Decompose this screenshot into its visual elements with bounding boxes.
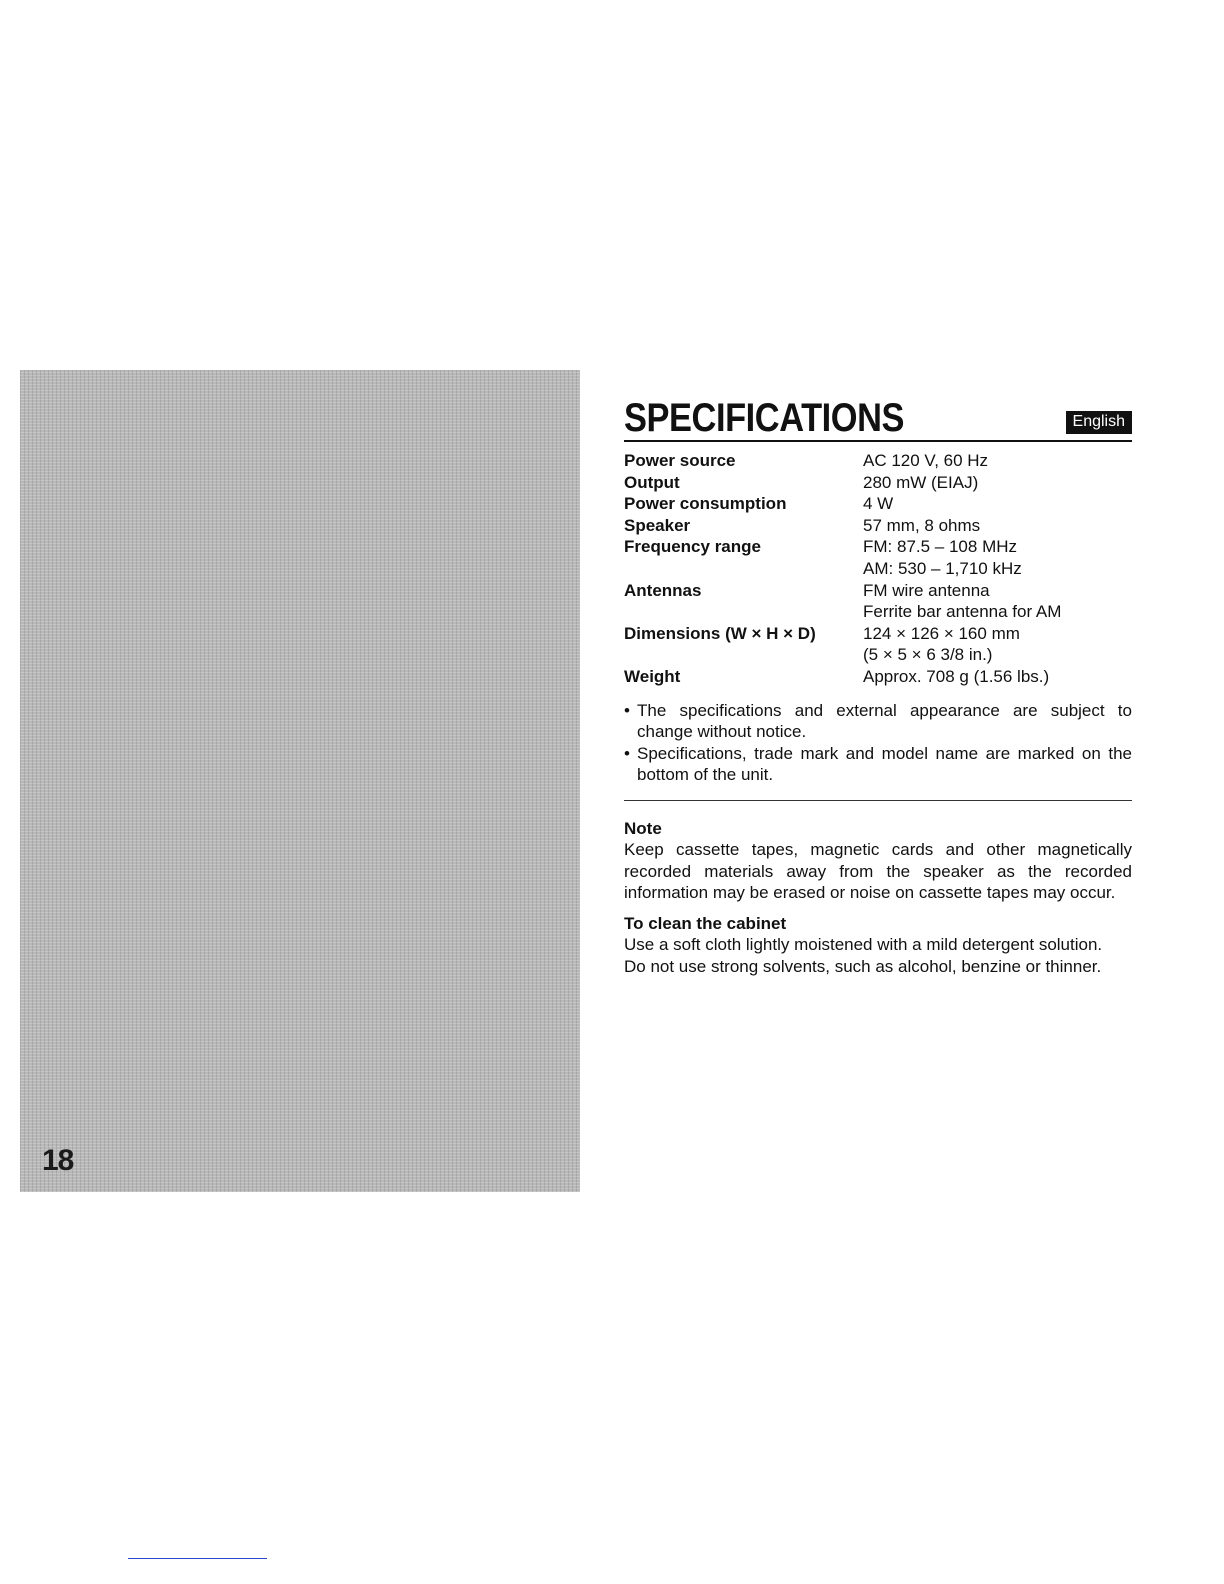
spec-row-speaker	[624, 515, 1132, 537]
spec-value: Ferrite bar antenna for AM	[863, 602, 1062, 622]
page-number: 18	[42, 1144, 74, 1177]
spec-value: FM wire antenna	[863, 580, 990, 600]
spec-row-frequency-range	[624, 536, 1132, 579]
spec-value-list	[863, 472, 1132, 494]
spec-value: 4 W	[863, 494, 894, 514]
list-item: • The specifications and external appearance are subject to change without notice.	[624, 700, 1132, 743]
spec-row-output	[624, 472, 1132, 494]
spec-value-list	[863, 450, 1132, 472]
spec-label: Power consumption	[624, 494, 787, 514]
list-item: • Specifications, trade mark and model name are marked on the bottom of the unit.	[624, 743, 1132, 786]
spec-table	[624, 450, 1132, 688]
spec-row-power-consumption	[624, 493, 1132, 515]
spec-value-list	[863, 536, 1132, 579]
spec-value-list	[863, 580, 1132, 623]
title-row	[624, 392, 1132, 442]
spec-label: Weight	[624, 666, 681, 686]
cleaning-text: Do not use strong solvents, such as alcohol, benzine or thinner.	[624, 956, 1102, 976]
note-heading: Note	[624, 818, 662, 838]
spec-label: Frequency range	[624, 537, 761, 557]
spec-value: (5 × 5 × 6 3/8 in.)	[863, 645, 993, 665]
spec-label: Speaker	[624, 515, 691, 535]
section-divider	[624, 800, 1132, 801]
spec-value: 57 mm, 8 ohms	[863, 515, 981, 535]
spec-value-list	[863, 515, 1132, 537]
bottom-rule	[128, 1558, 267, 1559]
cleaning-text: Use a soft cloth lightly moistened with a mild detergent solution.	[624, 935, 1103, 955]
spec-value: AC 120 V, 60 Hz	[863, 451, 989, 470]
specifications-section	[624, 392, 1132, 978]
spec-label: Output	[624, 472, 680, 492]
spec-value-list	[863, 623, 1132, 666]
spec-value: Approx. 708 g (1.56 lbs.)	[863, 666, 1050, 686]
spec-label: Dimensions (W × H × D)	[624, 623, 816, 643]
spec-notes-list	[624, 700, 1132, 786]
spec-value: 280 mW (EIAJ)	[863, 472, 979, 492]
spec-row-antennas	[624, 580, 1132, 623]
spec-row-dimensions	[624, 623, 1132, 666]
spec-label: Antennas	[624, 580, 702, 600]
spec-label: Power source	[624, 451, 736, 470]
note-text: Keep cassette tapes, magnetic cards and other magnetically recorded materials away from the speaker as the recorded information may be erased or noise on cassette tapes may occur.	[624, 840, 1132, 903]
language-badge: English	[1066, 411, 1132, 434]
cleaning-heading: To clean the cabinet	[624, 913, 787, 933]
spec-value: FM: 87.5 – 108 MHz	[863, 537, 1018, 557]
spec-value-list	[863, 493, 1132, 515]
spec-value-list	[863, 666, 1132, 688]
spec-value: 124 × 126 × 160 mm	[863, 623, 1020, 643]
decorative-gray-panel	[20, 370, 580, 1192]
page-title: SPECIFICATIONS	[624, 396, 905, 440]
spec-row-weight	[624, 666, 1132, 688]
spec-row-power-source	[624, 450, 1132, 472]
spec-value: AM: 530 – 1,710 kHz	[863, 558, 1022, 578]
